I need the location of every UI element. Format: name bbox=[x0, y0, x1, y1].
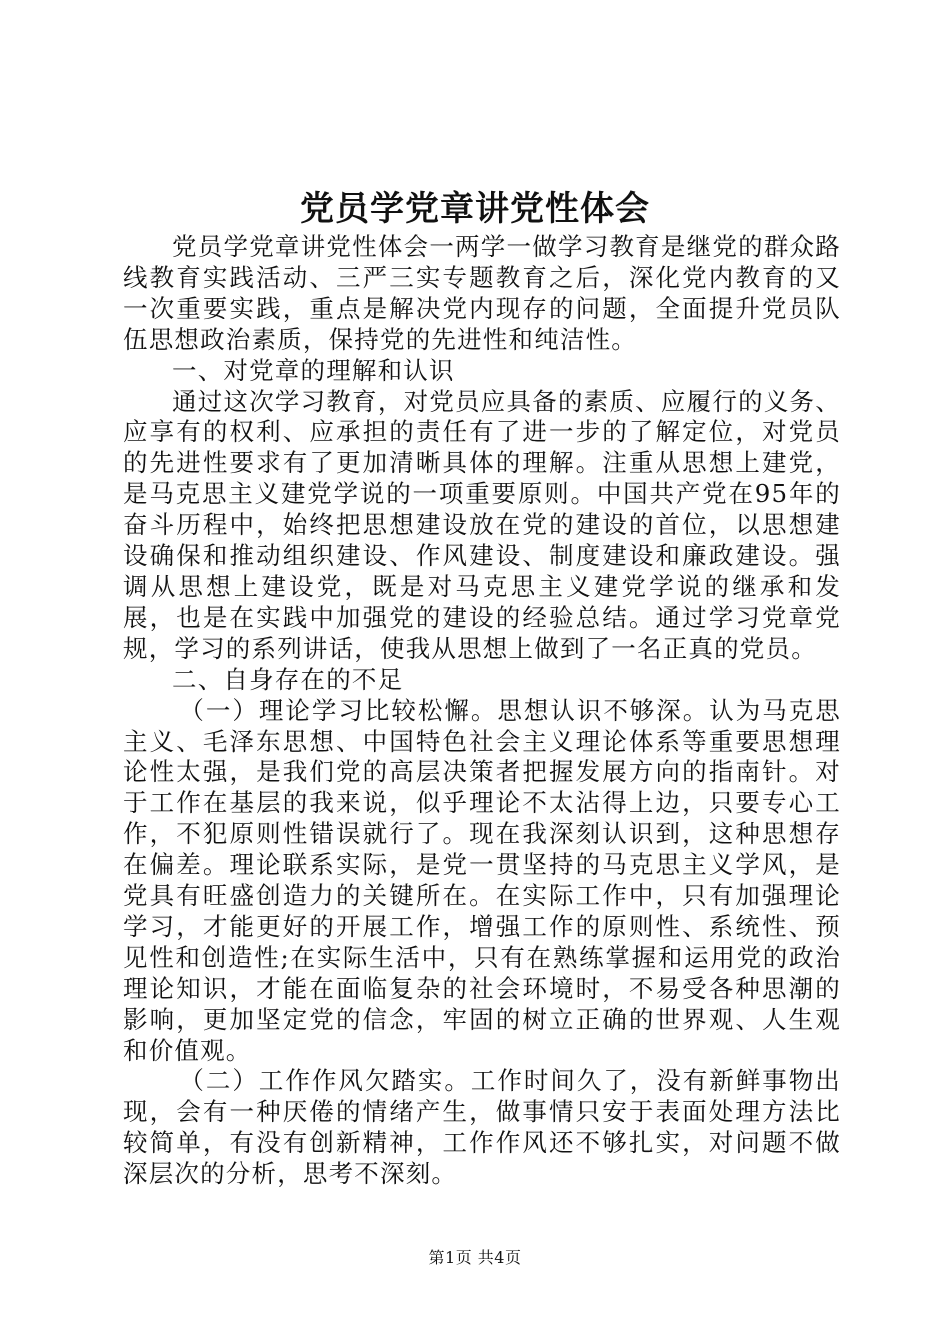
section-1-paragraph: 通过这次学习教育，对党员应具备的素质、应履行的义务、应享有的权利、应承担的责任有了进一步的了解定位，对党员的先进性要求有了更加清晰具体的理解。注重从思想上建党，是马克思主义建党学说的一项重要原则。中国共产党在95年的奋斗历程中，始终把思想建设放在党的建设的首位，以思想建设确保和推动组织建设、作风建设、制度建设和廉政建设。强调从思想上建设党，既是对马克思主义建党学说的继承和发展，也是在实践中加强党的建设的经验总结。通过学习党章党规，学习的系列讲话，使我从思想上做到了一名正真的党员。 bbox=[123, 386, 841, 663]
document-title: 党员学党章讲党性体会 bbox=[300, 189, 650, 229]
shortcoming-1-paragraph: （一）理论学习比较松懈。思想认识不够深。认为马克思主义、毛泽东思想、中国特色社会主义理论体系等重要思想理论性太强，是我们党的高层决策者把握发展方向的指南针。对于工作在基层的我来说，似乎理论不太沾得上边，只要专心工作，不犯原则性错误就行了。现在我深刻认识到，这种思想存在偏差。理论联系实际，是党一贯坚持的马克思主义学风，是党具有旺盛创造力的关键所在。在实际工作中，只有加强理论学习，才能更好的开展工作，增强工作的原则性、系统性、预见性和创造性;在实际生活中，只有在熟练掌握和运用党的政治理论知识，才能在面临复杂的社会环境时，不易受各种思潮的影响，更加坚定党的信念，牢固的树立正确的世界观、人生观和价值观。 bbox=[123, 695, 841, 1065]
page-number-footer: 第1页 共4页 bbox=[428, 1248, 522, 1267]
shortcoming-2-paragraph: （二）工作作风欠踏实。工作时间久了，没有新鲜事物出现，会有一种厌倦的情绪产生，做事情只安于表面处理方法比较简单，有没有创新精神，工作作风还不够扎实，对问题不做深层次的分析，思考不深刻。 bbox=[123, 1066, 841, 1189]
section-heading-2: 二、自身存在的不足 bbox=[172, 664, 404, 694]
document-body bbox=[123, 232, 841, 1190]
section-heading-1: 一、对党章的理解和认识 bbox=[172, 355, 455, 385]
intro-paragraph: 党员学党章讲党性体会一两学一做学习教育是继党的群众路线教育实践活动、三严三实专题教育之后，深化党内教育的又一次重要实践，重点是解决党内现存的问题，全面提升党员队伍思想政治素质，保持党的先进性和纯洁性。 bbox=[123, 232, 841, 354]
